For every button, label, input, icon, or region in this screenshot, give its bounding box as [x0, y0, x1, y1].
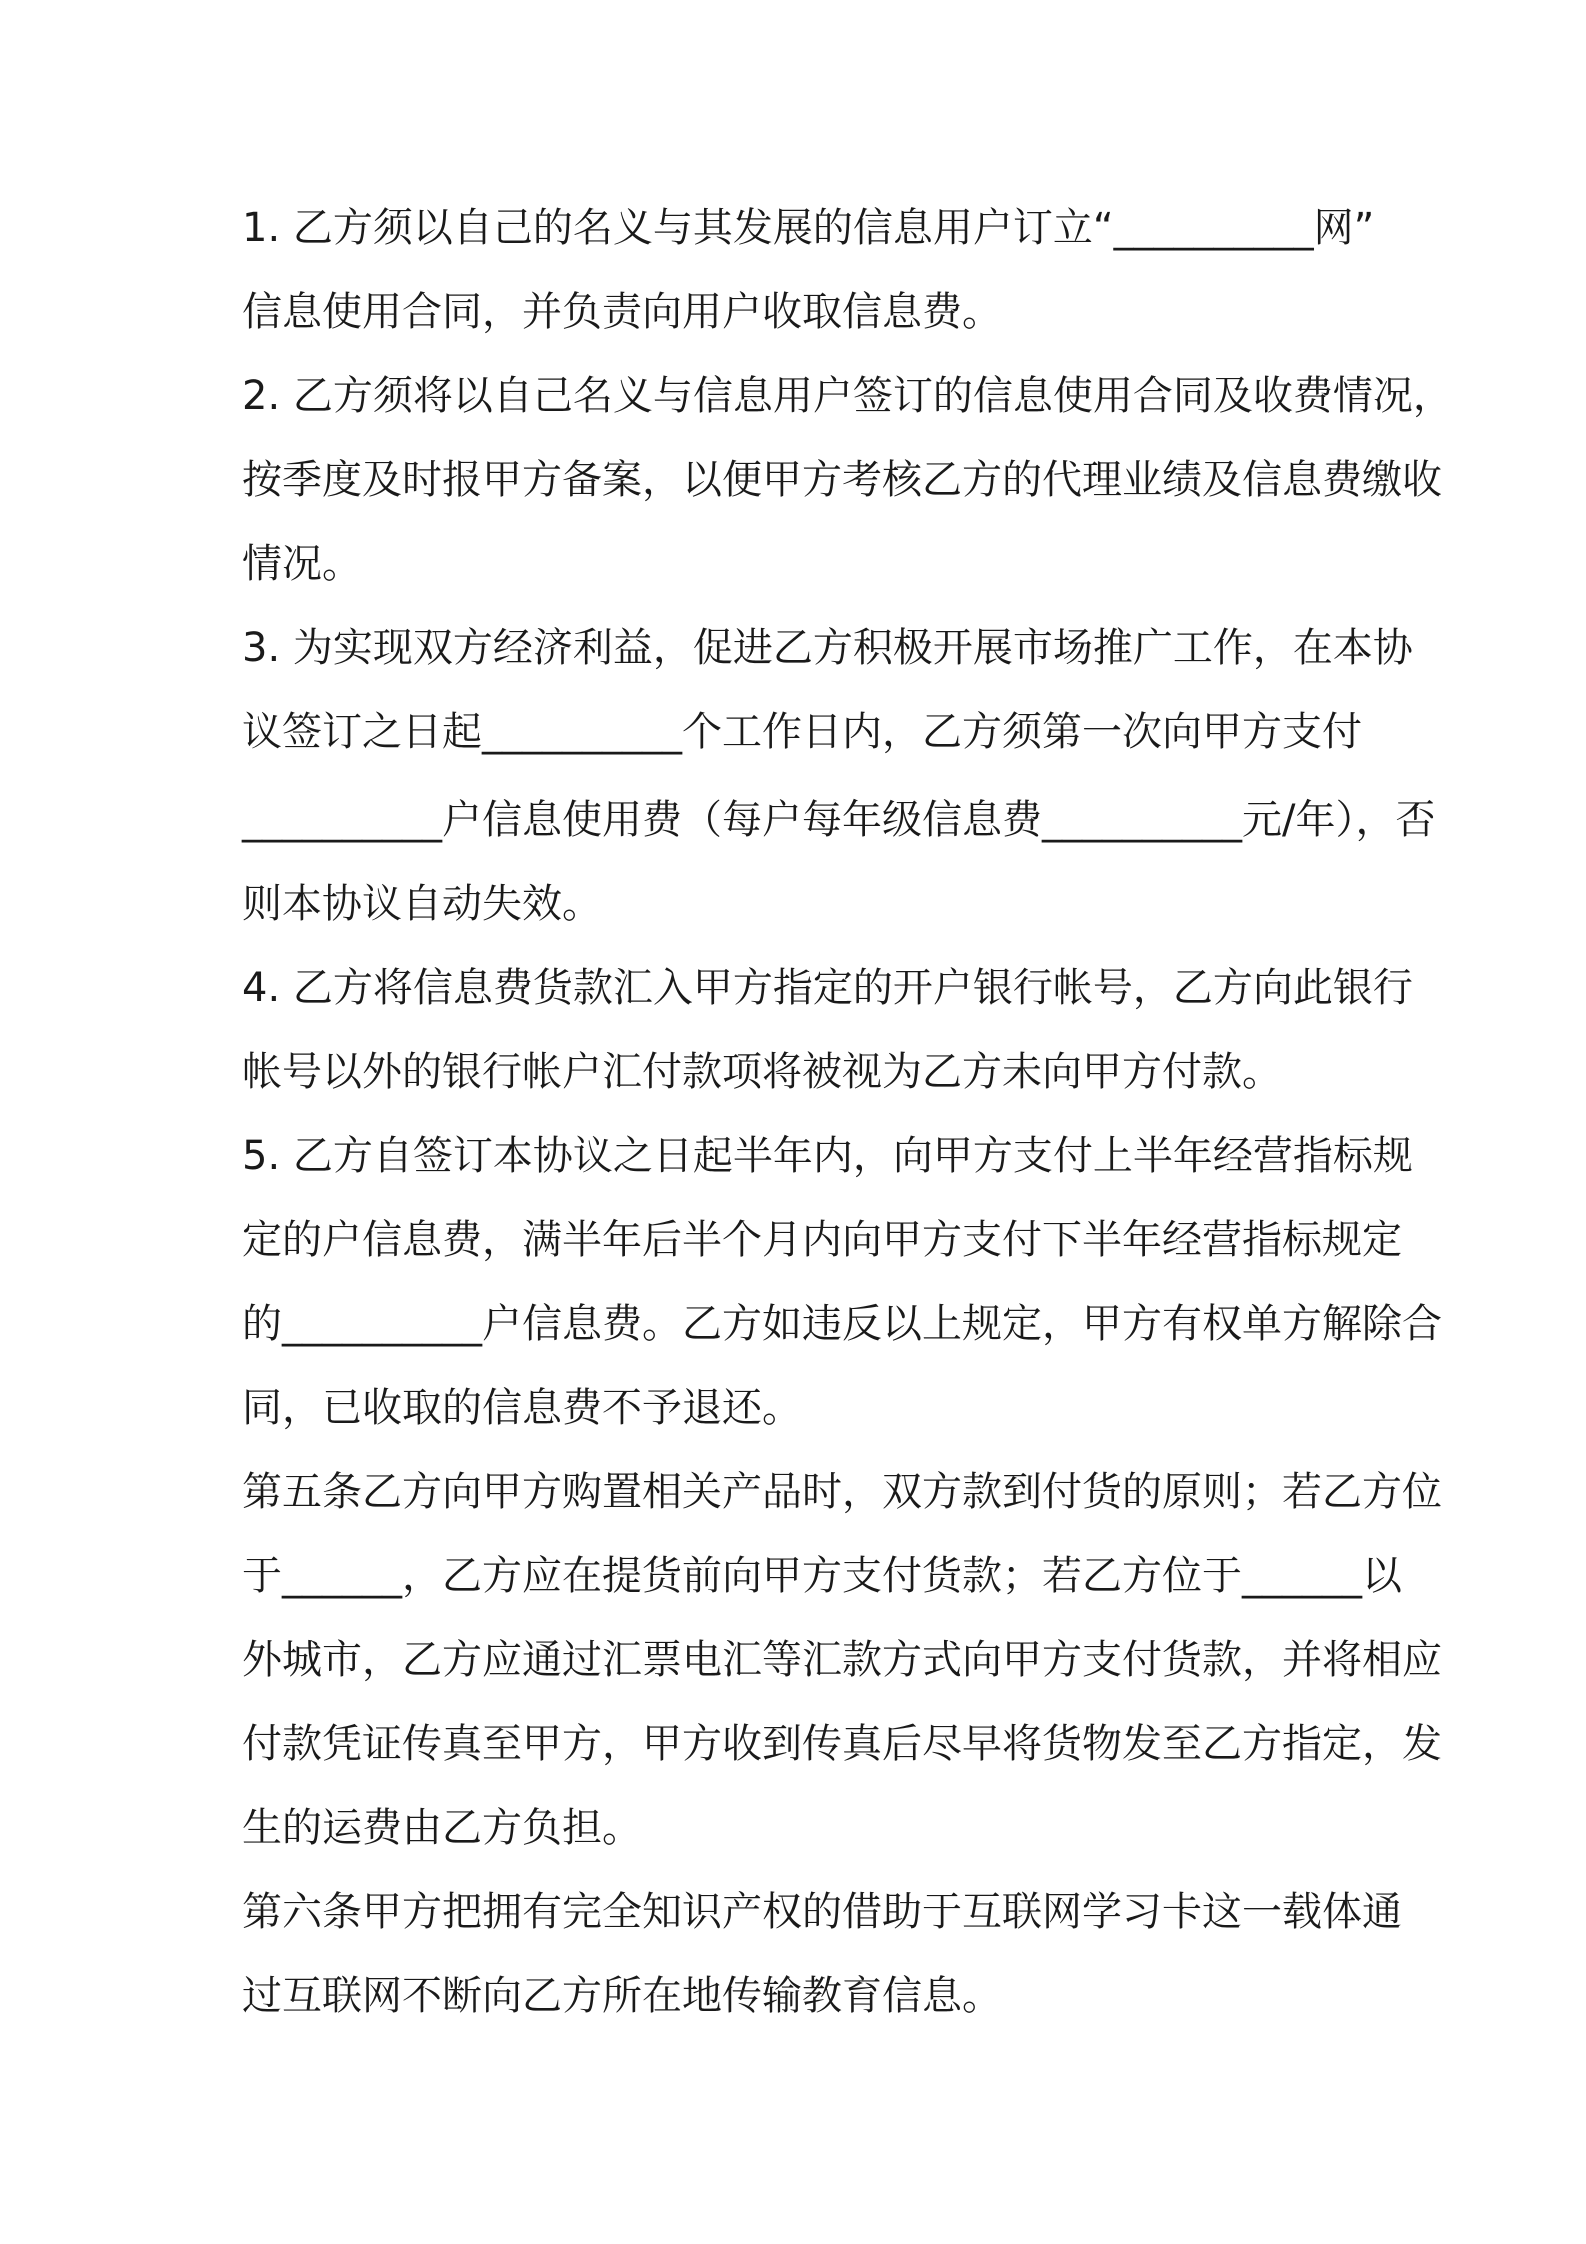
- text-line: 议签订之日起__________个工作日内，乙方须第一次向甲方支付: [242, 709, 1362, 755]
- text-line: 1. 乙方须以自己的名义与其发展的信息用户订立“__________网”: [242, 205, 1375, 251]
- text-line: 定的户信息费，满半年后半个月内向甲方支付下半年经营指标规定: [242, 1217, 1402, 1263]
- text-line: 帐号以外的银行帐户汇付款项将被视为乙方未向甲方付款。: [242, 1049, 1282, 1095]
- text-line: __________户信息使用费（每户每年级信息费__________元/年），否: [242, 797, 1436, 843]
- text-line: 信息使用合同，并负责向用户收取信息费。: [242, 289, 1002, 335]
- text-line: 第六条甲方把拥有完全知识产权的借助于互联网学习卡这一载体通: [242, 1889, 1402, 1935]
- text-line: 于______，乙方应在提货前向甲方支付货款；若乙方位于______以: [242, 1553, 1402, 1599]
- text-line: 第五条乙方向甲方购置相关产品时，双方款到付货的原则；若乙方位: [242, 1469, 1442, 1515]
- text-line: 过互联网不断向乙方所在地传输教育信息。: [242, 1973, 1002, 2019]
- text-line: 的__________户信息费。乙方如违反以上规定，甲方有权单方解除合: [242, 1301, 1442, 1347]
- text-line: 则本协议自动失效。: [242, 881, 602, 927]
- text-line: 4. 乙方将信息费货款汇入甲方指定的开户银行帐号，乙方向此银行: [242, 965, 1413, 1011]
- text-line: 5. 乙方自签订本协议之日起半年内，向甲方支付上半年经营指标规: [242, 1133, 1413, 1179]
- text-line: 外城市，乙方应通过汇票电汇等汇款方式向甲方支付货款，并将相应: [242, 1637, 1442, 1683]
- text-line: 3. 为实现双方经济利益，促进乙方积极开展市场推广工作，在本协: [242, 625, 1413, 671]
- text-line: 情况。: [242, 541, 362, 587]
- text-line: 生的运费由乙方负担。: [242, 1805, 642, 1851]
- text-line: 付款凭证传真至甲方，甲方收到传真后尽早将货物发至乙方指定，发: [242, 1721, 1442, 1767]
- text-line: 2. 乙方须将以自己名义与信息用户签订的信息使用合同及收费情况，: [242, 373, 1453, 419]
- text-line: 按季度及时报甲方备案，以便甲方考核乙方的代理业绩及信息费缴收: [242, 457, 1442, 503]
- text-line: 同，已收取的信息费不予退还。: [242, 1385, 802, 1431]
